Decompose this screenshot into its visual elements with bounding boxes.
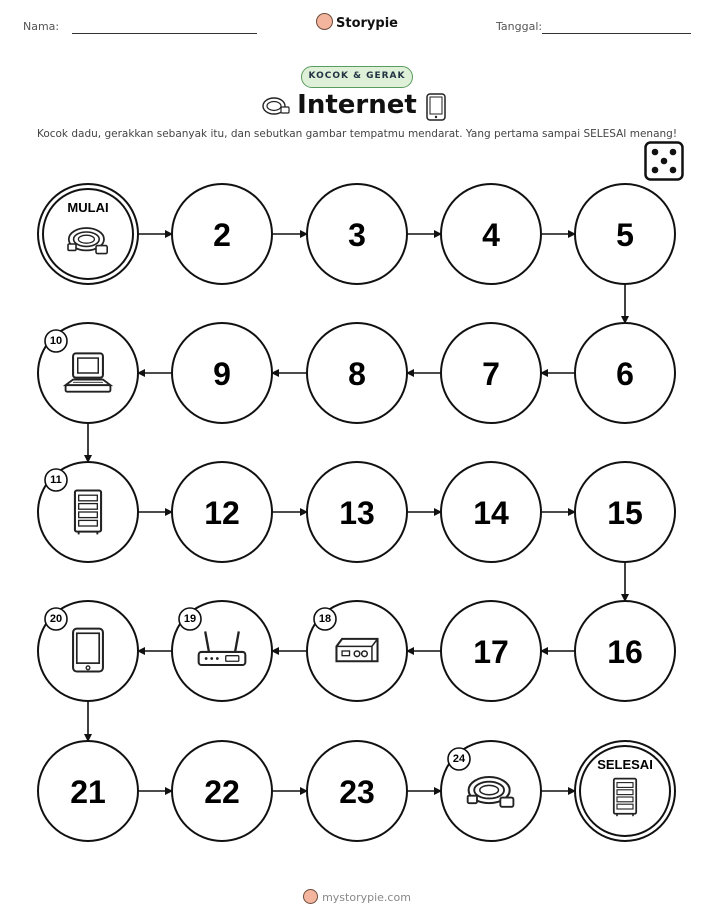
- board-space-6[interactable]: [575, 323, 675, 423]
- space-label: SELESAI: [597, 757, 653, 772]
- space-number: 13: [339, 495, 375, 531]
- footer: [0, 889, 714, 904]
- board-space-19[interactable]: [172, 601, 272, 701]
- board-space-9[interactable]: [172, 323, 272, 423]
- footer-url[interactable]: mystorypie.com: [322, 891, 411, 904]
- board-space-14[interactable]: [441, 462, 541, 562]
- space-number: 20: [49, 613, 63, 625]
- board-space-16[interactable]: [575, 601, 675, 701]
- board-space-20[interactable]: [38, 601, 138, 701]
- space-number: 24: [452, 753, 466, 765]
- board-space-2[interactable]: [172, 184, 272, 284]
- brand-name: Storypie: [336, 16, 398, 31]
- space-number: 6: [616, 356, 634, 392]
- space-number: 19: [183, 613, 197, 625]
- space-number: 3: [348, 217, 366, 253]
- space-label: MULAI: [67, 200, 109, 215]
- board-space-24[interactable]: [441, 741, 541, 841]
- page-title: Internet: [297, 90, 417, 120]
- board-space-5[interactable]: [575, 184, 675, 284]
- board-space-21[interactable]: [38, 741, 138, 841]
- category-badge: KOCOK & GERAK: [301, 66, 413, 88]
- board-space-3[interactable]: [307, 184, 407, 284]
- space-number: 7: [482, 356, 500, 392]
- board-space-18[interactable]: [307, 601, 407, 701]
- board-space-15[interactable]: [575, 462, 675, 562]
- space-number: 17: [473, 634, 509, 670]
- start-space[interactable]: [38, 184, 138, 284]
- board-space-17[interactable]: [441, 601, 541, 701]
- date-label: Tanggal:: [496, 20, 543, 33]
- board-space-4[interactable]: [441, 184, 541, 284]
- board-space-12[interactable]: [172, 462, 272, 562]
- mascot-icon: [303, 889, 318, 904]
- space-number: 22: [204, 774, 240, 810]
- space-number: 15: [607, 495, 643, 531]
- space-number: 12: [204, 495, 240, 531]
- computer-icon: [66, 353, 111, 391]
- tablet-icon: [73, 629, 103, 672]
- instructions: Kocok dadu, gerakkan sebanyak itu, dan sebutkan gambar tempatmu mendarat. Yang pertama sampai SELESAI menang!: [36, 128, 678, 140]
- server-icon: [614, 779, 636, 817]
- space-number: 11: [50, 474, 62, 486]
- finish-space[interactable]: [575, 741, 675, 841]
- modem-icon: [336, 639, 377, 661]
- board-space-8[interactable]: [307, 323, 407, 423]
- space-number: 2: [213, 217, 231, 253]
- space-number: 4: [482, 217, 500, 253]
- board-space-13[interactable]: [307, 462, 407, 562]
- board-space-7[interactable]: [441, 323, 541, 423]
- space-number: 16: [607, 634, 643, 670]
- space-number: 8: [348, 356, 366, 392]
- space-number: 9: [213, 356, 231, 392]
- space-number: 18: [318, 613, 332, 625]
- server-icon: [75, 491, 101, 535]
- space-number: 5: [616, 217, 634, 253]
- space-number: 23: [339, 774, 375, 810]
- space-circle: [38, 184, 138, 284]
- board-space-10[interactable]: [38, 323, 138, 423]
- space-number: 21: [70, 774, 106, 810]
- space-number: 10: [49, 335, 63, 347]
- name-label: Nama:: [23, 20, 60, 33]
- board-space-22[interactable]: [172, 741, 272, 841]
- board-space-23[interactable]: [307, 741, 407, 841]
- space-number: 14: [473, 495, 509, 531]
- board-space-11[interactable]: [38, 462, 138, 562]
